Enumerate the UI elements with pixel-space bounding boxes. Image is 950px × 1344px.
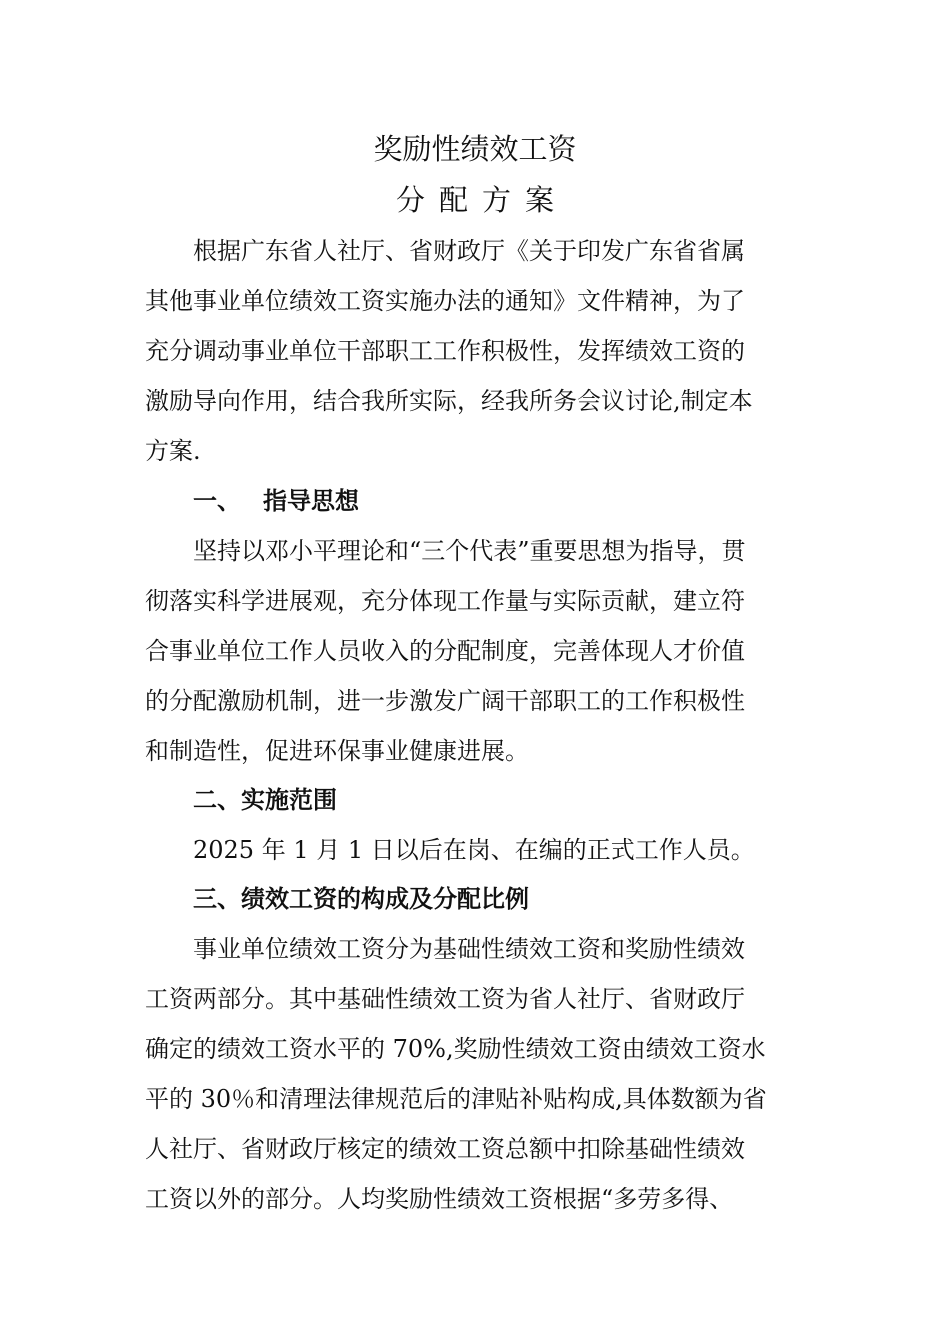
section-3-line: 确定的绩效工资水平的 70%,奖励性绩效工资由绩效工资水 — [145, 1035, 766, 1063]
section-3-line: 工资以外的部分。人均奖励性绩效工资根据“多劳多得、 — [145, 1185, 734, 1213]
section-1-line: 和制造性，促进环保事业健康进展。 — [145, 737, 529, 765]
section-1-number: 一、 — [193, 487, 241, 515]
section-3-line: 人社厅、省财政厅核定的绩效工资总额中扣除基础性绩效 — [145, 1135, 745, 1163]
section-3-heading: 三、绩效工资的构成及分配比例 — [193, 885, 529, 913]
section-1-line: 的分配激励机制，进一步激发广阔干部职工的工作积极性 — [145, 687, 745, 715]
section-1-heading — [193, 486, 873, 516]
section-3-line: 事业单位绩效工资分为基础性绩效工资和奖励性绩效 — [193, 935, 745, 963]
section-2-heading: 二、实施范围 — [193, 786, 337, 814]
section-3-line: 平的 30％和清理法律规范后的津贴补贴构成,具体数额为省 — [145, 1085, 767, 1113]
section-1-line: 彻落实科学进展观，充分体现工作量与实际贡献，建立符 — [145, 587, 745, 615]
section-1-title: 指导思想 — [263, 487, 359, 515]
section-1-line: 坚持以邓小平理论和“三个代表”重要思想为指导，贯 — [193, 537, 746, 565]
intro-line: 激励导向作用，结合我所实际，经我所务会议讨论,制定本 — [145, 387, 753, 415]
section-3-line: 工资两部分。其中基础性绩效工资为省人社厅、省财政厅 — [145, 985, 745, 1013]
intro-line: 方案. — [145, 437, 201, 465]
intro-line: 根据广东省人社厅、省财政厅《关于印发广东省省属 — [193, 237, 745, 265]
intro-line: 其他事业单位绩效工资实施办法的通知》文件精神，为了 — [145, 287, 745, 315]
section-2-line: 2025 年 1 月 1 日以后在岗、在编的正式工作人员。 — [193, 836, 755, 864]
document-subtitle: 分配方案 — [395, 183, 568, 217]
intro-line: 充分调动事业单位干部职工工作积极性，发挥绩效工资的 — [145, 337, 745, 365]
document-title: 奖励性绩效工资 — [373, 132, 577, 166]
section-1-line: 合事业单位工作人员收入的分配制度，完善体现人才价值 — [145, 637, 745, 665]
